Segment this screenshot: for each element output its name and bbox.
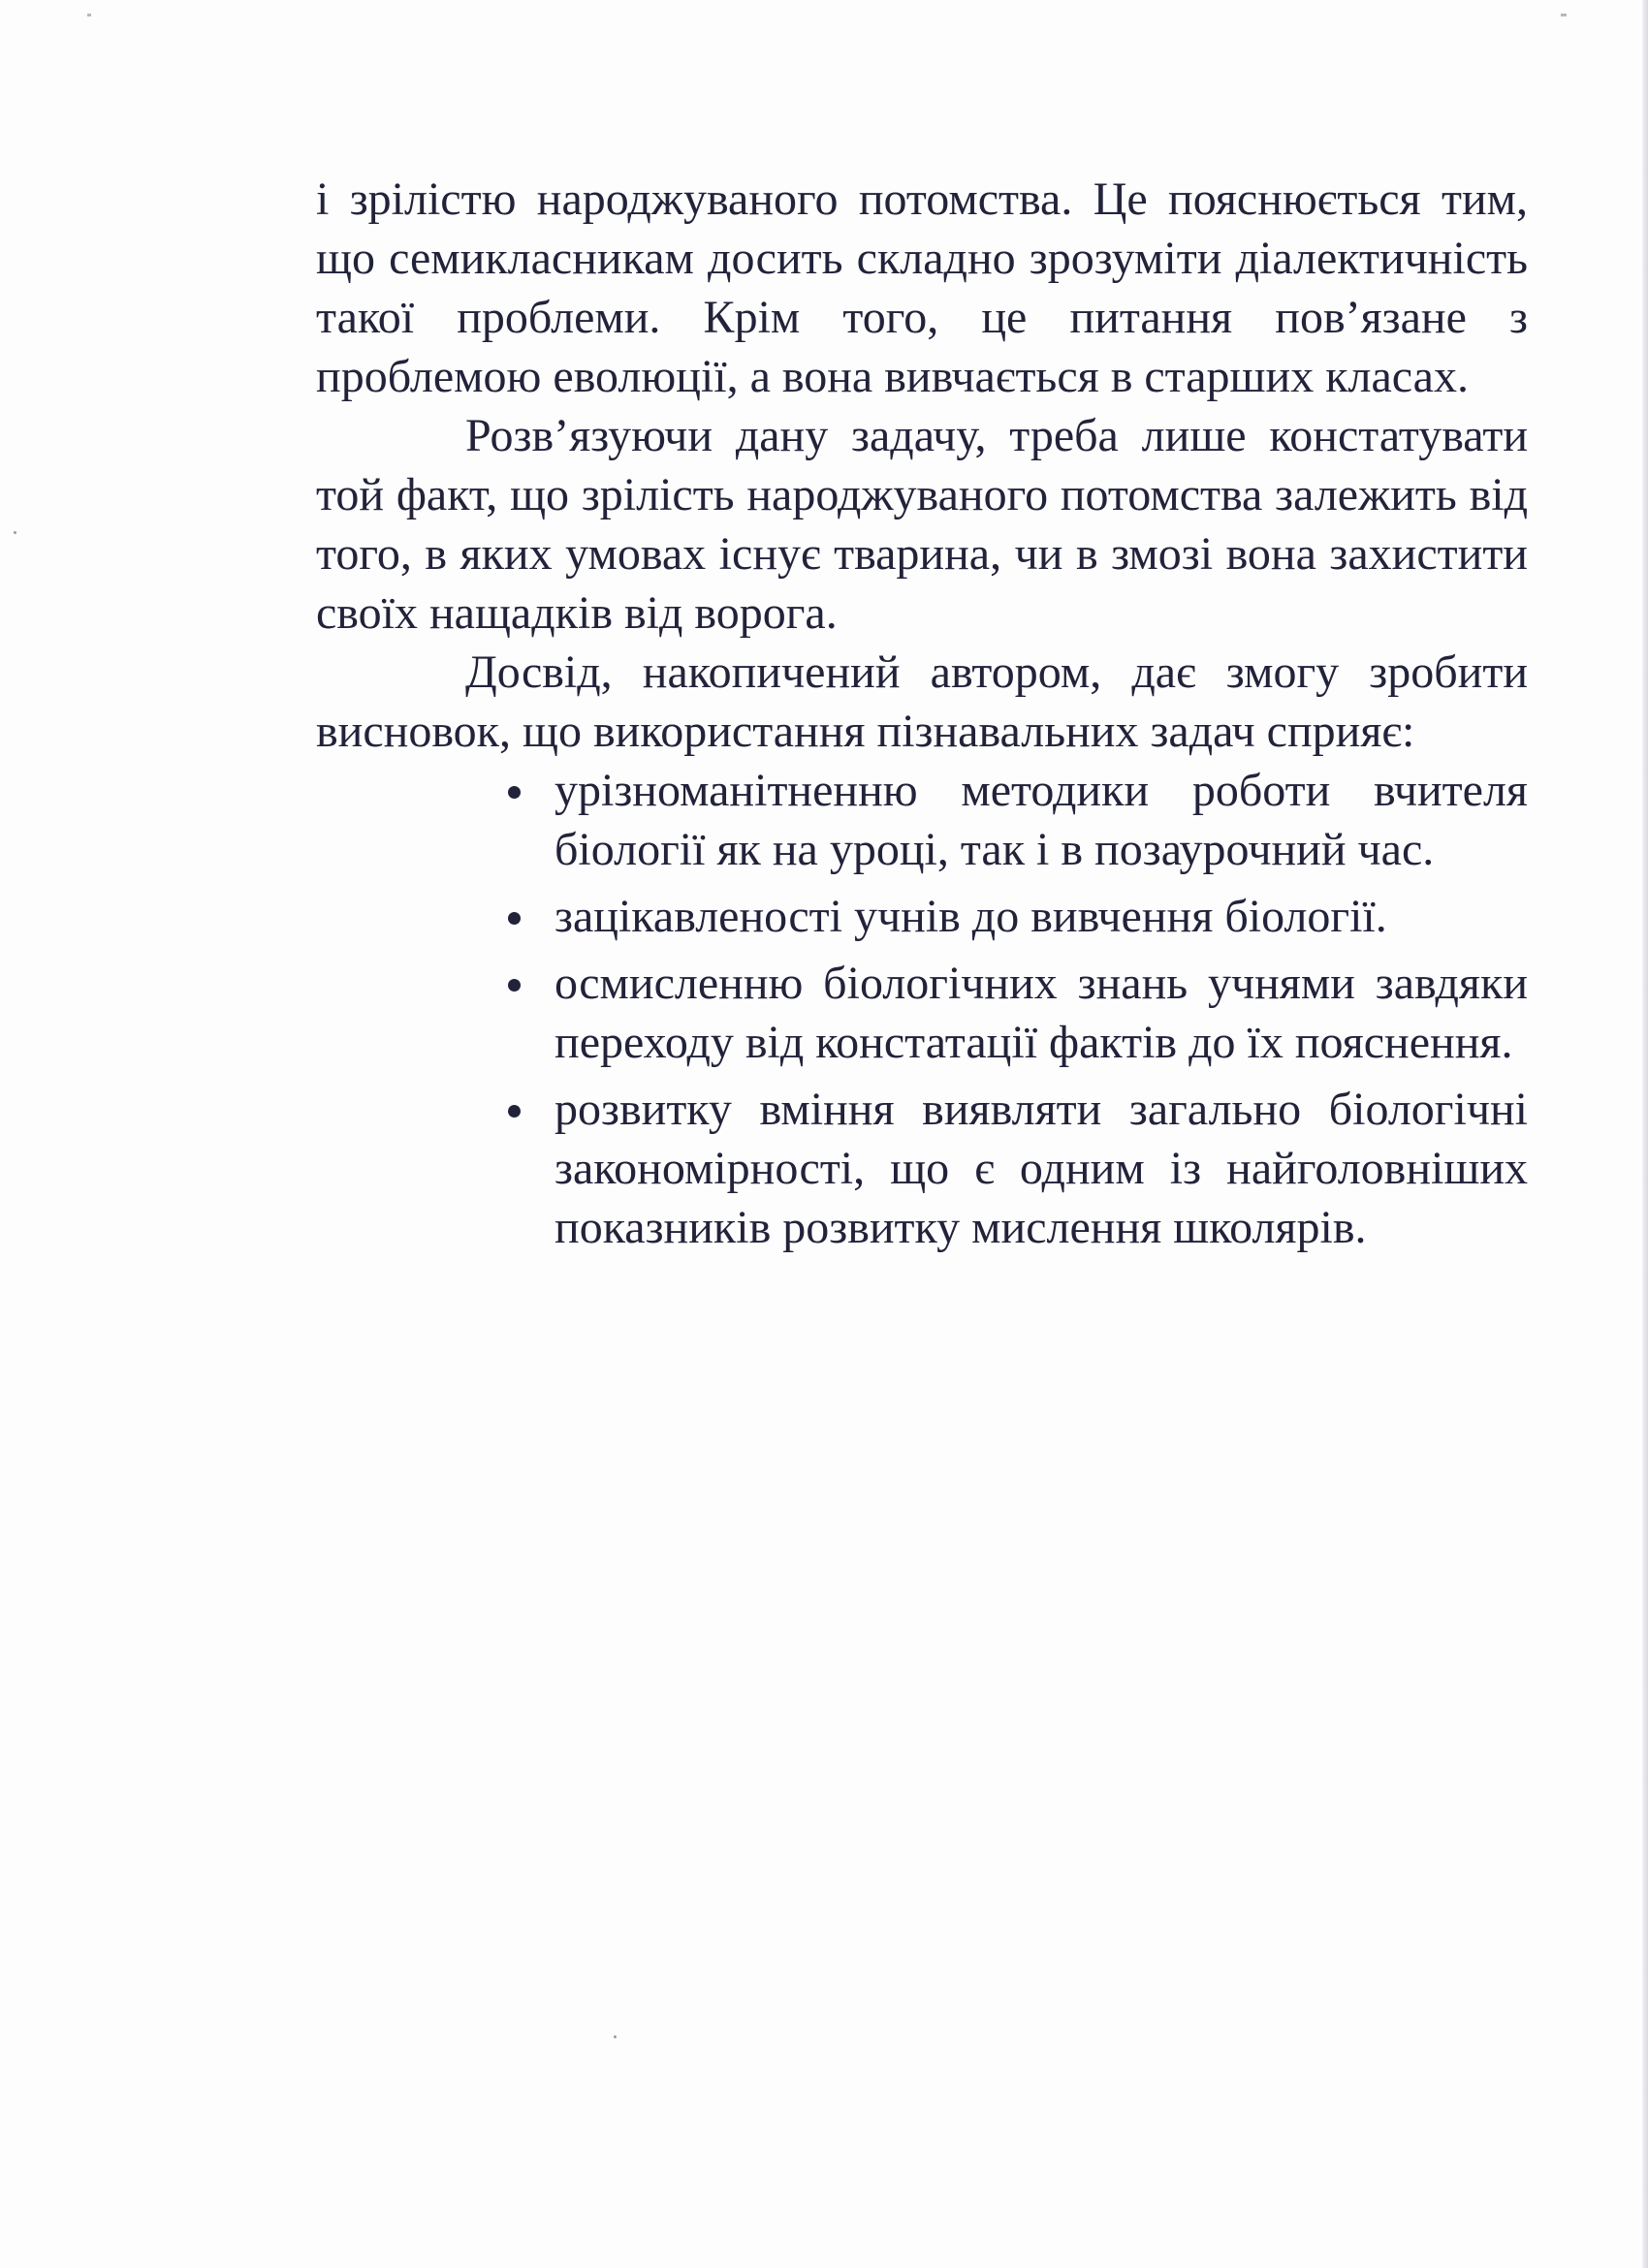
bullet-icon — [508, 1105, 521, 1118]
scan-mark-left — [87, 14, 91, 16]
bullet-icon — [508, 979, 521, 992]
bullet-icon — [508, 912, 521, 925]
document-body — [316, 170, 1528, 1257]
scan-mark-right — [1561, 14, 1567, 16]
bullet-list — [508, 761, 1528, 1257]
list-item-text: розвитку вміння виявляти загально біологічні закономірності, що є одним із найголовніших показників розвитку мислення школярів. — [555, 1084, 1528, 1253]
paragraph-2: Розв’язуючи дану задачу, треба лише констатувати той факт, що зрілість народжуваного потомства залежить від того, в яких умовах існує тварина, чи в змозі вона захистити своїх нащадків від ворога. — [316, 410, 1528, 639]
paragraph-1: і зрілістю народжуваного потомства. Це пояснюється тим, що семикласникам досить складно зрозуміти діалектичність такої проблеми. Крім того, це питання пов’язане з проблемою еволюції, а вона вивчається в старших класах. — [316, 173, 1528, 402]
paragraph-3: Досвід, накопичений автором, дає змогу зробити висновок, що використання пізнавальних задач сприяє: — [316, 646, 1528, 757]
list-item-text: зацікавленості учнів до вивчення біології. — [555, 891, 1387, 942]
list-item — [508, 1080, 1528, 1257]
list-item — [508, 954, 1528, 1072]
list-item-text: осмисленню біологічних знань учнями завдяки переходу від констатації фактів до їх пояснення. — [555, 958, 1528, 1068]
list-item-text: урізноманітненню методики роботи вчителя біології як на уроці, так і в позаурочний час. — [555, 765, 1528, 875]
page-edge-shadow — [1642, 0, 1648, 2268]
bullet-icon — [508, 786, 521, 799]
scan-speck — [14, 531, 16, 534]
scan-speck — [614, 2035, 617, 2038]
list-item — [508, 887, 1528, 946]
list-item — [508, 761, 1528, 879]
